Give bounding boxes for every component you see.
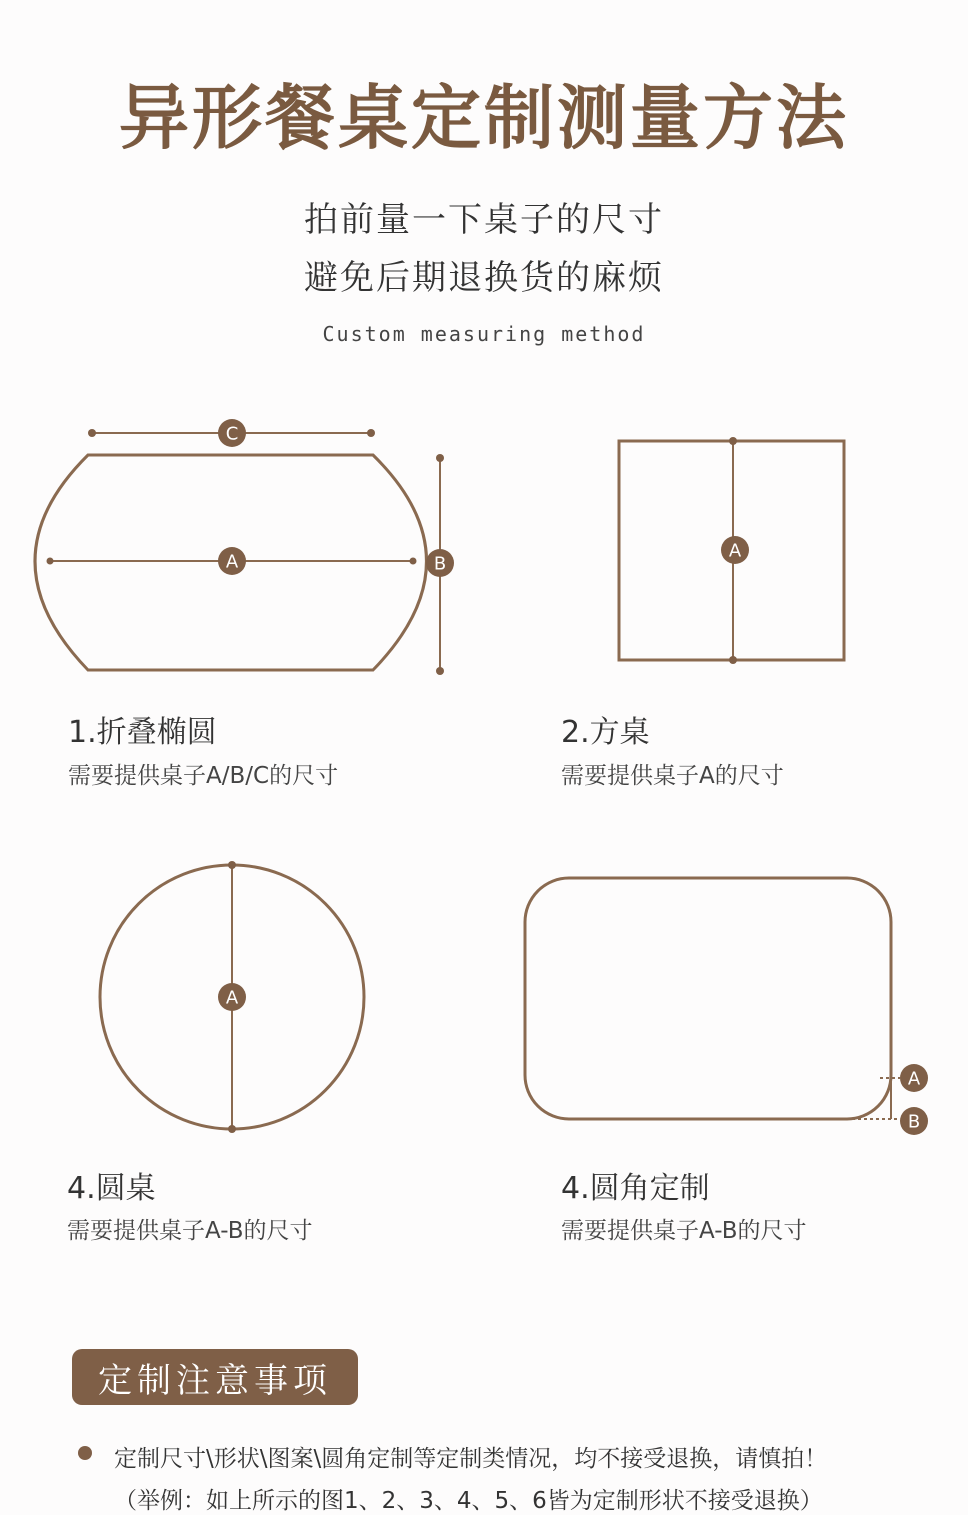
diagram-4-title: 4.圆角定制 xyxy=(561,1171,710,1206)
diagram-2-desc: 需要提供桌子A的尺寸 xyxy=(561,763,784,789)
subtitle-line-2: 避免后期退换货的麻烦 xyxy=(304,258,664,298)
diagram-1-title: 1.折叠椭圆 xyxy=(68,715,217,750)
label-a: A xyxy=(225,987,239,1009)
diagram-2-title: 2.方桌 xyxy=(561,715,650,750)
diagram-folding-oval xyxy=(35,419,454,675)
custom-notice-button: 定制注意事项 xyxy=(72,1349,358,1405)
label-a: A xyxy=(225,551,239,573)
subtitle-line-1: 拍前量一下桌子的尺寸 xyxy=(304,200,664,240)
label-b-badge xyxy=(900,1107,928,1135)
label-a-badge xyxy=(721,536,749,564)
diagram-round-table xyxy=(100,861,364,1133)
page-title: 异形餐桌定制测量方法 xyxy=(119,77,849,159)
label-b-badge xyxy=(426,549,454,577)
bullet-icon xyxy=(78,1446,92,1460)
rounded-corner-shape xyxy=(525,878,891,1119)
label-c: C xyxy=(225,423,239,445)
diagram-4-desc: 需要提供桌子A-B的尺寸 xyxy=(561,1218,807,1244)
english-subtitle: Custom measuring method xyxy=(322,322,646,346)
notice-item-1: 定制尺寸\形状\图案\圆角定制等定制类情况，均不接受退换，请慎拍！ xyxy=(114,1446,828,1472)
diagram-3-desc: 需要提供桌子A-B的尺寸 xyxy=(67,1218,313,1244)
notice-item-2: （举例：如上所示的图1、2、3、4、5、6皆为定制形状不接受退换） xyxy=(114,1488,823,1514)
label-a: A xyxy=(907,1068,921,1090)
diagram-3-title: 4.圆桌 xyxy=(67,1171,156,1206)
diagram-rounded-corner xyxy=(525,878,928,1135)
label-a-badge xyxy=(218,547,246,575)
label-a-badge xyxy=(900,1064,928,1092)
label-a-badge xyxy=(218,983,246,1011)
label-a: A xyxy=(728,540,742,562)
label-c-badge xyxy=(218,419,246,447)
diagram-square-table xyxy=(619,437,844,664)
label-b: B xyxy=(433,553,447,575)
label-b: B xyxy=(907,1111,921,1133)
diagram-1-desc: 需要提供桌子A/B/C的尺寸 xyxy=(68,763,339,789)
